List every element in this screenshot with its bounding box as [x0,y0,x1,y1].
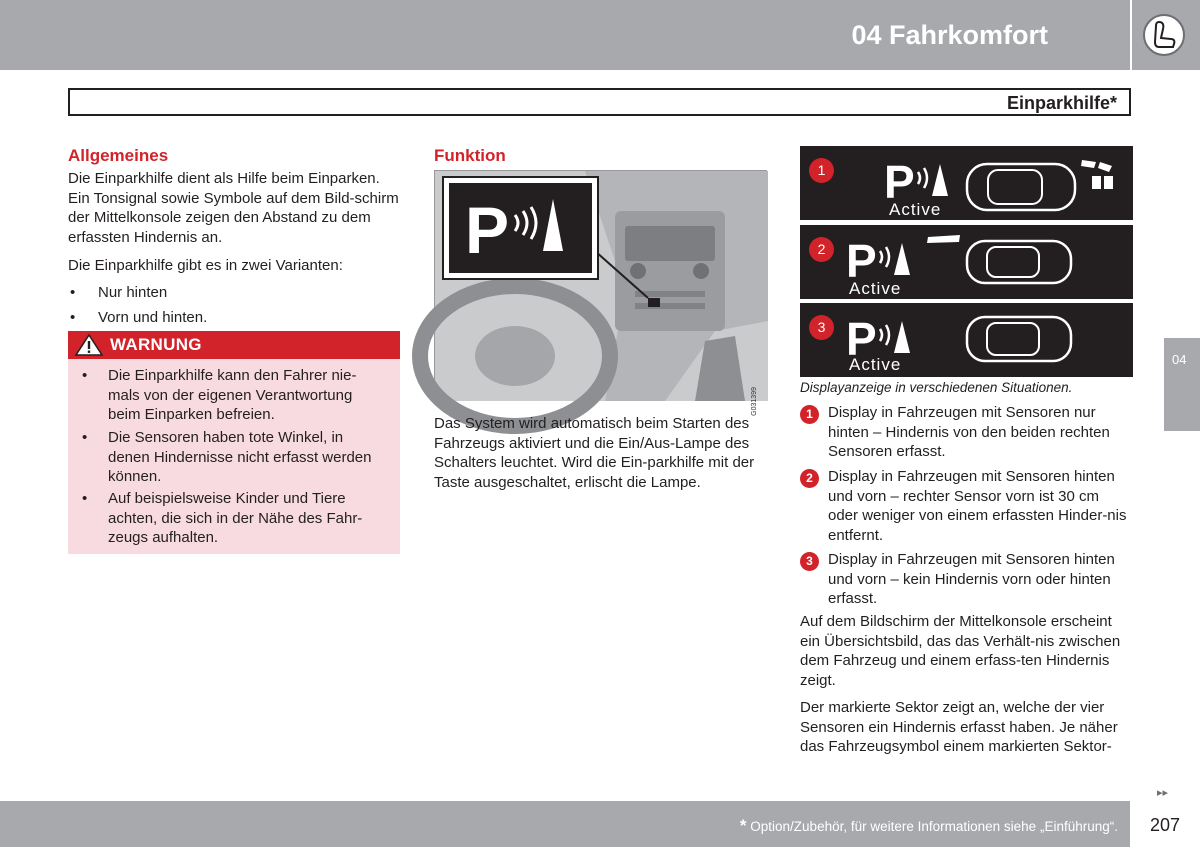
display-number: 3 [809,315,834,340]
dashboard-illustration [435,171,768,401]
section-title: Einparkhilfe* [1006,93,1117,113]
dashboard-photo [434,170,767,416]
heading-funktion: Funktion [434,146,506,165]
chapter-header [0,0,1130,70]
item-text: Display in Fahrzeugen mit Sensoren hinten und vorn – kein Hindernis vorn oder hinten erfasst. [828,551,1115,607]
footer-asterisk: * [739,816,747,835]
page-number: 207 [1150,815,1181,835]
footer-note-text: Option/Zubehör, für weitere Informationen siehe „Einführung“. [750,819,1118,834]
footer-note [740,816,1118,836]
warning-text: Die Sensoren haben tote Winkel, in denen Hindernisse nicht erfasst werden können. [108,429,372,485]
display-panel-2 [800,225,1133,299]
overview-paragraph: Auf dem Bildschirm der Mittelkonsole erscheint ein Übersichtsbild, das das Verhält-nis zwischen dem Fahrzeug und einem erfass-ten Hindernis zeigt. [800,613,1121,689]
continue-arrow-icon: ▸▸ [1157,787,1169,799]
svg-text:P: P [846,313,877,365]
warning-text: Die Einparkhilfe kann den Fahrer nie-mals von der eigenen Verantwortung beim Einparken befreien. [108,367,357,423]
display-panel-3 [800,303,1133,377]
bullet-dot: • [82,490,88,507]
bullet-dot: • [70,309,76,326]
display-number: 1 [809,158,834,183]
bullet-dot: • [82,429,88,446]
item-text: Display in Fahrzeugen mit Sensoren nur hinten – Hindernis von den beiden rechten Sensoren erfasst. [828,404,1110,460]
item-number: 2 [800,469,819,488]
warning-title: WARNUNG [110,335,202,354]
parking-display-graphic [800,146,1133,220]
chapter-side-tab [1164,338,1200,431]
photo-code: G031399 [751,387,758,416]
variant-text: Vorn und hinten. [98,309,208,326]
display-status-label: Active [849,279,902,298]
warning-body [68,359,400,554]
display-status-label: Active [849,355,902,374]
svg-text:P: P [884,156,915,208]
figure-caption: Displayanzeige in verschiedenen Situationen. [800,380,1073,395]
footer-bar [0,801,1130,847]
variant-text: Nur hinten [98,284,168,301]
warning-text: Auf beispielsweise Kinder und Tiere achten, die sich in der Nähe des Fahr-zeugs aufhalten. [108,490,363,546]
bullet-dot: • [82,367,88,384]
intro-paragraph: Die Einparkhilfe dient als Hilfe beim Einparken. Ein Tonsignal sowie Symbole auf dem Bild-schirm der Mittelkonsole zeigen den Abstand zu dem erfassten Hindernis an. [68,170,399,246]
display-panel-1 [800,146,1133,220]
chapter-title: 04 Fahrkomfort [851,20,1048,50]
svg-text:P: P [465,193,510,267]
warning-header [68,331,400,359]
seat-icon [1143,14,1185,56]
display-status-label: Active [889,200,942,219]
side-tab-label: 04 [1172,352,1187,367]
warning-triangle-icon [74,333,104,357]
sector-paragraph: Der markierte Sektor zeigt an, welche der vier Sensoren ein Hindernis erfasst haben. Je näher das Fahrzeugsymbol einem markierten Sektor- [800,699,1118,755]
item-text: Display in Fahrzeugen mit Sensoren hinten und vorn – rechter Sensor vorn ist 30 cm oder weniger von einem erfassten Hinder-nis entfernt. [828,468,1127,544]
item-number: 3 [800,552,819,571]
function-paragraph: Das System wird automatisch beim Starten des Fahrzeugs aktiviert und die Ein/Aus-Lampe des Schalters leuchtet. Wird die Ein-parkhilfe mit der Taste ausgeschaltet, erlischt die Lampe. [434,415,755,491]
section-title-box [68,88,1131,116]
display-number: 2 [809,237,834,262]
item-number: 1 [800,405,819,424]
bullet-dot: • [70,284,76,301]
heading-allgemeines: Allgemeines [68,146,169,165]
svg-text:P: P [846,235,877,287]
variants-intro: Die Einparkhilfe gibt es in zwei Varianten: [68,257,343,274]
